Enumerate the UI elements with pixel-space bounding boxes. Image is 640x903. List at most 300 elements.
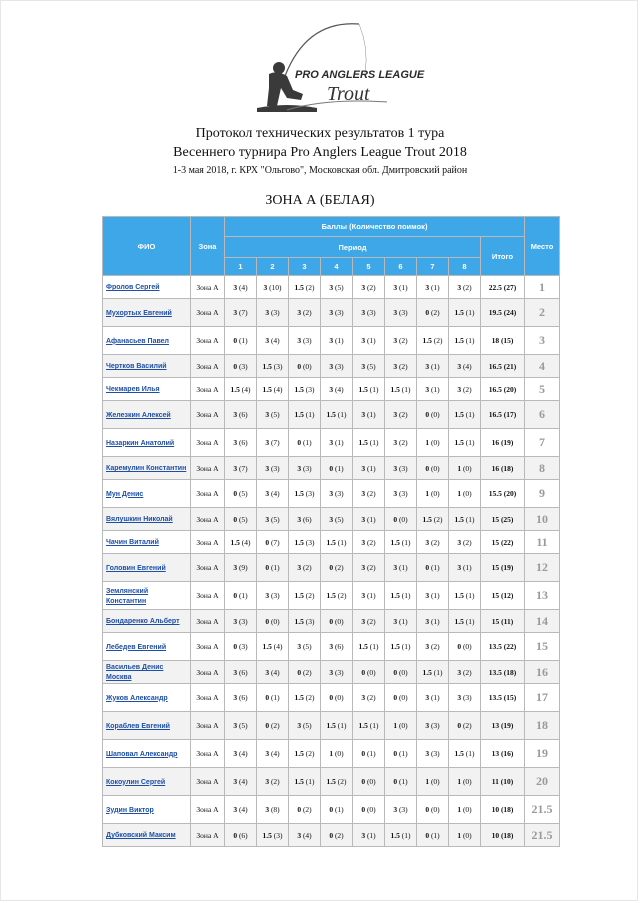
total-cell: 15 (22) xyxy=(481,531,525,554)
participant-name-cell xyxy=(103,480,191,508)
points-value: 1 xyxy=(457,463,462,473)
period-7-cell xyxy=(417,276,449,299)
period-7-cell xyxy=(417,355,449,378)
points-value: 3 xyxy=(233,563,238,572)
pro-anglers-league-logo xyxy=(247,18,425,118)
catches-value: (3) xyxy=(430,721,440,730)
catches-value: (3) xyxy=(302,463,312,473)
participant-name-link[interactable]: Васильев Денис Москва xyxy=(106,664,164,681)
period-7-cell xyxy=(417,378,449,401)
period-3-cell xyxy=(289,378,321,401)
period-7-cell xyxy=(417,327,449,355)
participant-name-cell xyxy=(103,712,191,740)
catches-value: (4) xyxy=(238,805,248,814)
participant-name-link[interactable]: Чачин Виталий xyxy=(106,539,159,546)
catches-value: (1) xyxy=(305,777,315,786)
period-1-cell xyxy=(225,401,257,429)
total-cell: 13.5 (15) xyxy=(481,684,525,712)
period-1-cell xyxy=(225,457,257,480)
participant-name-link[interactable]: Шаповал Александр xyxy=(106,750,178,758)
period-5-cell xyxy=(353,582,385,610)
points-value: 3 xyxy=(329,489,334,498)
catches-value: (1) xyxy=(238,591,248,600)
period-6-cell xyxy=(385,554,417,582)
total-cell: 16.5 (21) xyxy=(481,355,525,378)
period-3-cell xyxy=(289,276,321,299)
points-value: 3 xyxy=(265,438,270,447)
points-value: 3 xyxy=(265,489,270,498)
protocol-title: Протокол технических результатов 1 тура xyxy=(195,126,445,141)
points-value: 1.5 xyxy=(230,537,240,547)
points-value: 1.5 xyxy=(294,616,304,626)
catches-value: (1) xyxy=(366,463,376,473)
period-6-cell xyxy=(385,457,417,480)
points-value: 1.5 xyxy=(294,693,304,702)
place-cell: 10 xyxy=(525,508,560,531)
points-value: 3 xyxy=(361,693,366,702)
period-1-cell xyxy=(225,582,257,610)
points-value: 0 xyxy=(265,721,270,730)
period-6-cell xyxy=(385,531,417,554)
participant-name-link[interactable]: Мухортых Евгений xyxy=(106,309,172,317)
participant-name-link[interactable]: Фролов Сергей xyxy=(106,284,160,291)
zone-cell: Зона А xyxy=(191,429,225,457)
points-value: 3 xyxy=(265,336,270,345)
place-cell: 19 xyxy=(525,740,560,768)
points-value: 3 xyxy=(393,410,398,419)
period-8-cell xyxy=(449,480,481,508)
points-value: 1.5 xyxy=(454,438,464,447)
catches-value: (10) xyxy=(269,282,282,292)
period-5-cell xyxy=(353,661,385,684)
catches-value: (2) xyxy=(305,693,315,702)
catches-value: (1) xyxy=(366,336,376,345)
period-4-cell xyxy=(321,768,353,796)
period-2-cell xyxy=(257,633,289,661)
participant-name-cell xyxy=(103,768,191,796)
catches-value: (1) xyxy=(398,563,408,572)
points-value: 0 xyxy=(425,805,430,814)
points-value: 3 xyxy=(265,463,270,473)
points-value: 1.5 xyxy=(454,410,464,419)
participant-name-cell xyxy=(103,355,191,378)
catches-value: (2) xyxy=(398,336,408,345)
zone-cell: Зона А xyxy=(191,824,225,847)
period-6-cell xyxy=(385,355,417,378)
points-value: 3 xyxy=(457,282,462,292)
place-cell: 13 xyxy=(525,582,560,610)
table-row xyxy=(103,401,560,429)
zone-cell: Зона А xyxy=(191,633,225,661)
points-value: 3 xyxy=(329,336,334,345)
points-value: 3 xyxy=(393,489,398,498)
period-5-cell xyxy=(353,508,385,531)
period-4-cell xyxy=(321,712,353,740)
zone-cell: Зона А xyxy=(191,740,225,768)
catches-value: (1) xyxy=(430,693,440,702)
catches-value: (1) xyxy=(465,514,475,524)
catches-value: (3) xyxy=(238,616,248,626)
period-2-cell xyxy=(257,824,289,847)
catches-value: (2) xyxy=(270,777,280,786)
points-value: 1.5 xyxy=(422,336,432,345)
zone-cell: Зона А xyxy=(191,480,225,508)
period-7-cell xyxy=(417,824,449,847)
period-3-cell xyxy=(289,582,321,610)
points-value: 3 xyxy=(361,410,366,419)
participant-name-link[interactable]: Кораблев Евгений xyxy=(106,722,170,730)
period-5-cell xyxy=(353,327,385,355)
points-value: 1.5 xyxy=(390,537,400,547)
points-value: 1.5 xyxy=(390,830,400,840)
zone-cell: Зона А xyxy=(191,508,225,531)
period-5-cell xyxy=(353,796,385,824)
catches-value: (1) xyxy=(401,384,411,394)
catches-value: (2) xyxy=(430,537,440,547)
catches-value: (6) xyxy=(238,693,248,702)
total-cell: 15 (25) xyxy=(481,508,525,531)
place-cell: 16 xyxy=(525,661,560,684)
header-period-2: 2 xyxy=(257,258,289,276)
participant-name-link[interactable]: Землянский Константин xyxy=(106,587,149,605)
period-2-cell xyxy=(257,508,289,531)
points-value: 0 xyxy=(329,805,334,814)
catches-value: (1) xyxy=(270,563,280,572)
points-value: 3 xyxy=(233,749,238,758)
period-5-cell xyxy=(353,633,385,661)
catches-value: (3) xyxy=(238,361,248,371)
points-value: 1.5 xyxy=(390,384,400,394)
period-2-cell xyxy=(257,712,289,740)
catches-value: (6) xyxy=(302,514,312,524)
zone-cell: Зона А xyxy=(191,401,225,429)
points-value: 3 xyxy=(329,308,334,317)
period-1-cell xyxy=(225,684,257,712)
participant-name-link[interactable]: Вялушкин Николай xyxy=(106,516,173,523)
zone-title: ЗОНА А (БЕЛАЯ) xyxy=(265,193,375,208)
catches-value: (4) xyxy=(238,749,248,758)
table-row xyxy=(103,824,560,847)
catches-value: (1) xyxy=(401,642,411,651)
catches-value: (2) xyxy=(305,591,315,600)
catches-value: (1) xyxy=(465,616,475,626)
points-value: 1.5 xyxy=(326,410,336,419)
catches-value: (3) xyxy=(238,642,248,651)
total-cell: 16 (19) xyxy=(481,429,525,457)
catches-value: (1) xyxy=(465,591,475,600)
points-value: 0 xyxy=(393,514,398,524)
points-value: 1 xyxy=(393,721,398,730)
period-6-cell xyxy=(385,429,417,457)
zone-cell: Зона А xyxy=(191,276,225,299)
place-cell: 2 xyxy=(525,299,560,327)
catches-value: (1) xyxy=(465,438,475,447)
participant-name-link[interactable]: Кокоулин Сергей xyxy=(106,778,166,786)
period-3-cell xyxy=(289,796,321,824)
place-cell: 1 xyxy=(525,276,560,299)
participant-name-link[interactable]: Лебедев Евгений xyxy=(106,643,167,651)
points-value: 0 xyxy=(265,563,270,572)
period-1-cell xyxy=(225,610,257,633)
period-1-cell xyxy=(225,508,257,531)
points-value: 3 xyxy=(361,563,366,572)
place-cell: 20 xyxy=(525,768,560,796)
catches-value: (4) xyxy=(270,749,280,758)
period-8-cell xyxy=(449,796,481,824)
points-value: 1.5 xyxy=(262,361,272,371)
catches-value: (3) xyxy=(273,830,283,840)
participant-name-link[interactable]: Железкин Алексей xyxy=(106,411,171,419)
period-8-cell xyxy=(449,457,481,480)
catches-value: (2) xyxy=(430,308,440,317)
fishing-line xyxy=(359,24,366,73)
period-3-cell xyxy=(289,740,321,768)
points-value: 3 xyxy=(233,282,238,292)
participant-name-link[interactable]: Жуков Александр xyxy=(106,694,168,702)
points-value: 3 xyxy=(457,384,462,394)
points-value: 3 xyxy=(425,361,430,371)
period-4-cell xyxy=(321,531,353,554)
points-value: 3 xyxy=(425,537,430,547)
participant-name-link[interactable]: Назаркин Анатолий xyxy=(106,439,175,447)
zone-cell: Зона А xyxy=(191,661,225,684)
period-5-cell xyxy=(353,299,385,327)
points-value: 3 xyxy=(425,282,430,292)
period-1-cell xyxy=(225,661,257,684)
tournament-title: Весеннего турнира Pro Anglers League Trout 2018 xyxy=(173,145,467,160)
catches-value: (0) xyxy=(430,777,440,786)
zone-cell: Зона А xyxy=(191,299,225,327)
table-row xyxy=(103,508,560,531)
catches-value: (3) xyxy=(302,336,312,345)
points-value: 1.5 xyxy=(294,749,304,758)
participant-name-link[interactable]: Дубковский Максим xyxy=(106,832,176,839)
points-value: 0 xyxy=(361,749,366,758)
header-period-6: 6 xyxy=(385,258,417,276)
total-cell: 15.5 (20) xyxy=(481,480,525,508)
period-2-cell xyxy=(257,299,289,327)
points-value: 1.5 xyxy=(422,514,432,524)
catches-value: (1) xyxy=(398,616,408,626)
period-4-cell xyxy=(321,299,353,327)
points-value: 3 xyxy=(361,591,366,600)
catches-value: (1) xyxy=(401,537,411,547)
period-4-cell xyxy=(321,327,353,355)
catches-value: (0) xyxy=(430,410,440,419)
catches-value: (2) xyxy=(430,642,440,651)
points-value: 1 xyxy=(329,749,334,758)
catches-value: (1) xyxy=(366,591,376,600)
participant-name-link[interactable]: Бондаренко Альберт xyxy=(106,618,180,625)
participant-name-cell xyxy=(103,299,191,327)
points-value: 0 xyxy=(297,805,302,814)
catches-value: (3) xyxy=(305,384,315,394)
place-cell: 18 xyxy=(525,712,560,740)
catches-value: (0) xyxy=(462,489,472,498)
points-value: 0 xyxy=(457,642,462,651)
period-6-cell xyxy=(385,276,417,299)
points-value: 3 xyxy=(329,282,334,292)
period-2-cell xyxy=(257,554,289,582)
total-cell: 16 (18) xyxy=(481,457,525,480)
period-3-cell xyxy=(289,633,321,661)
participant-name-link[interactable]: Головин Евгений xyxy=(106,564,166,572)
points-value: 0 xyxy=(233,830,238,840)
catches-value: (1) xyxy=(366,749,376,758)
participant-name-cell xyxy=(103,824,191,847)
table-row xyxy=(103,531,560,554)
table-row xyxy=(103,327,560,355)
catches-value: (2) xyxy=(334,563,344,572)
catches-value: (0) xyxy=(430,489,440,498)
points-value: 0 xyxy=(297,667,302,677)
points-value: 1 xyxy=(425,489,430,498)
points-value: 0 xyxy=(425,308,430,317)
catches-value: (0) xyxy=(398,667,408,677)
catches-value: (7) xyxy=(270,537,280,547)
period-5-cell xyxy=(353,740,385,768)
catches-value: (1) xyxy=(366,514,376,524)
participant-name-link[interactable]: Каремулин Константин xyxy=(106,465,187,472)
catches-value: (2) xyxy=(337,591,347,600)
period-6-cell xyxy=(385,401,417,429)
header-place: Место xyxy=(525,217,560,276)
zone-cell: Зона А xyxy=(191,554,225,582)
period-3-cell xyxy=(289,299,321,327)
points-value: 3 xyxy=(361,489,366,498)
participant-name-cell xyxy=(103,740,191,768)
header-total: Итого xyxy=(481,237,525,276)
catches-value: (0) xyxy=(462,830,472,840)
period-5-cell xyxy=(353,610,385,633)
catches-value: (5) xyxy=(238,721,248,730)
catches-value: (1) xyxy=(334,805,344,814)
header-period-8: 8 xyxy=(449,258,481,276)
place-cell: 14 xyxy=(525,610,560,633)
points-value: 3 xyxy=(457,667,462,677)
participant-name-cell xyxy=(103,684,191,712)
table-row xyxy=(103,661,560,684)
catches-value: (5) xyxy=(270,514,280,524)
period-4-cell xyxy=(321,355,353,378)
participant-name-link[interactable]: Зудин Виктор xyxy=(106,806,154,814)
catches-value: (0) xyxy=(366,667,376,677)
points-value: 0 xyxy=(329,693,334,702)
catches-value: (3) xyxy=(270,308,280,317)
period-1-cell xyxy=(225,633,257,661)
period-2-cell xyxy=(257,610,289,633)
period-1-cell xyxy=(225,299,257,327)
points-value: 1.5 xyxy=(262,384,272,394)
points-value: 0 xyxy=(393,777,398,786)
catches-value: (2) xyxy=(462,384,472,394)
catches-value: (1) xyxy=(366,410,376,419)
period-6-cell xyxy=(385,508,417,531)
catches-value: (3) xyxy=(270,591,280,600)
points-value: 0 xyxy=(425,410,430,419)
points-value: 0 xyxy=(233,642,238,651)
period-2-cell xyxy=(257,531,289,554)
participant-name-link[interactable]: Чертков Василий xyxy=(106,363,167,370)
period-4-cell xyxy=(321,276,353,299)
period-8-cell xyxy=(449,768,481,796)
catches-value: (1) xyxy=(465,410,475,419)
catches-value: (3) xyxy=(334,489,344,498)
zone-cell: Зона А xyxy=(191,768,225,796)
header-period-4: 4 xyxy=(321,258,353,276)
participant-name-cell xyxy=(103,401,191,429)
points-value: 1.5 xyxy=(358,438,368,447)
participant-name-link[interactable]: Афанасьев Павел xyxy=(106,337,170,345)
catches-value: (1) xyxy=(433,667,443,677)
catches-value: (3) xyxy=(398,489,408,498)
points-value: 0 xyxy=(361,805,366,814)
participant-name-cell xyxy=(103,554,191,582)
catches-value: (0) xyxy=(430,438,440,447)
period-4-cell xyxy=(321,633,353,661)
catches-value: (4) xyxy=(273,642,283,651)
place-cell: 12 xyxy=(525,554,560,582)
points-value: 0 xyxy=(393,693,398,702)
points-value: 3 xyxy=(393,438,398,447)
table-row xyxy=(103,429,560,457)
catches-value: (1) xyxy=(337,721,347,730)
points-value: 3 xyxy=(233,693,238,702)
period-7-cell xyxy=(417,531,449,554)
total-cell: 13.5 (22) xyxy=(481,633,525,661)
points-value: 0 xyxy=(361,777,366,786)
results-table xyxy=(102,216,560,847)
total-cell: 13 (19) xyxy=(481,712,525,740)
place-cell: 15 xyxy=(525,633,560,661)
period-6-cell xyxy=(385,327,417,355)
catches-value: (4) xyxy=(334,384,344,394)
points-value: 1.5 xyxy=(294,384,304,394)
header-period-3: 3 xyxy=(289,258,321,276)
points-value: 1 xyxy=(425,777,430,786)
period-3-cell xyxy=(289,824,321,847)
points-value: 3 xyxy=(361,308,366,317)
period-2-cell xyxy=(257,661,289,684)
period-1-cell xyxy=(225,327,257,355)
catches-value: (4) xyxy=(270,667,280,677)
header-period-5: 5 xyxy=(353,258,385,276)
period-2-cell xyxy=(257,796,289,824)
table-row xyxy=(103,796,560,824)
participant-name-link[interactable]: Чекмарев Илья xyxy=(106,386,160,393)
catches-value: (1) xyxy=(462,563,472,572)
catches-value: (1) xyxy=(366,830,376,840)
period-4-cell xyxy=(321,796,353,824)
catches-value: (6) xyxy=(238,438,248,447)
catches-value: (2) xyxy=(366,563,376,572)
points-value: 3 xyxy=(233,438,238,447)
points-value: 3 xyxy=(329,361,334,371)
zone-cell: Зона А xyxy=(191,378,225,401)
period-1-cell xyxy=(225,531,257,554)
participant-name-link[interactable]: Мун Денис xyxy=(106,490,144,498)
points-value: 3 xyxy=(233,308,238,317)
period-3-cell xyxy=(289,508,321,531)
catches-value: (3) xyxy=(398,463,408,473)
period-4-cell xyxy=(321,508,353,531)
catches-value: (3) xyxy=(398,805,408,814)
points-value: 3 xyxy=(233,616,238,626)
period-3-cell xyxy=(289,610,321,633)
period-8-cell xyxy=(449,355,481,378)
total-cell: 15 (12) xyxy=(481,582,525,610)
points-value: 3 xyxy=(265,591,270,600)
